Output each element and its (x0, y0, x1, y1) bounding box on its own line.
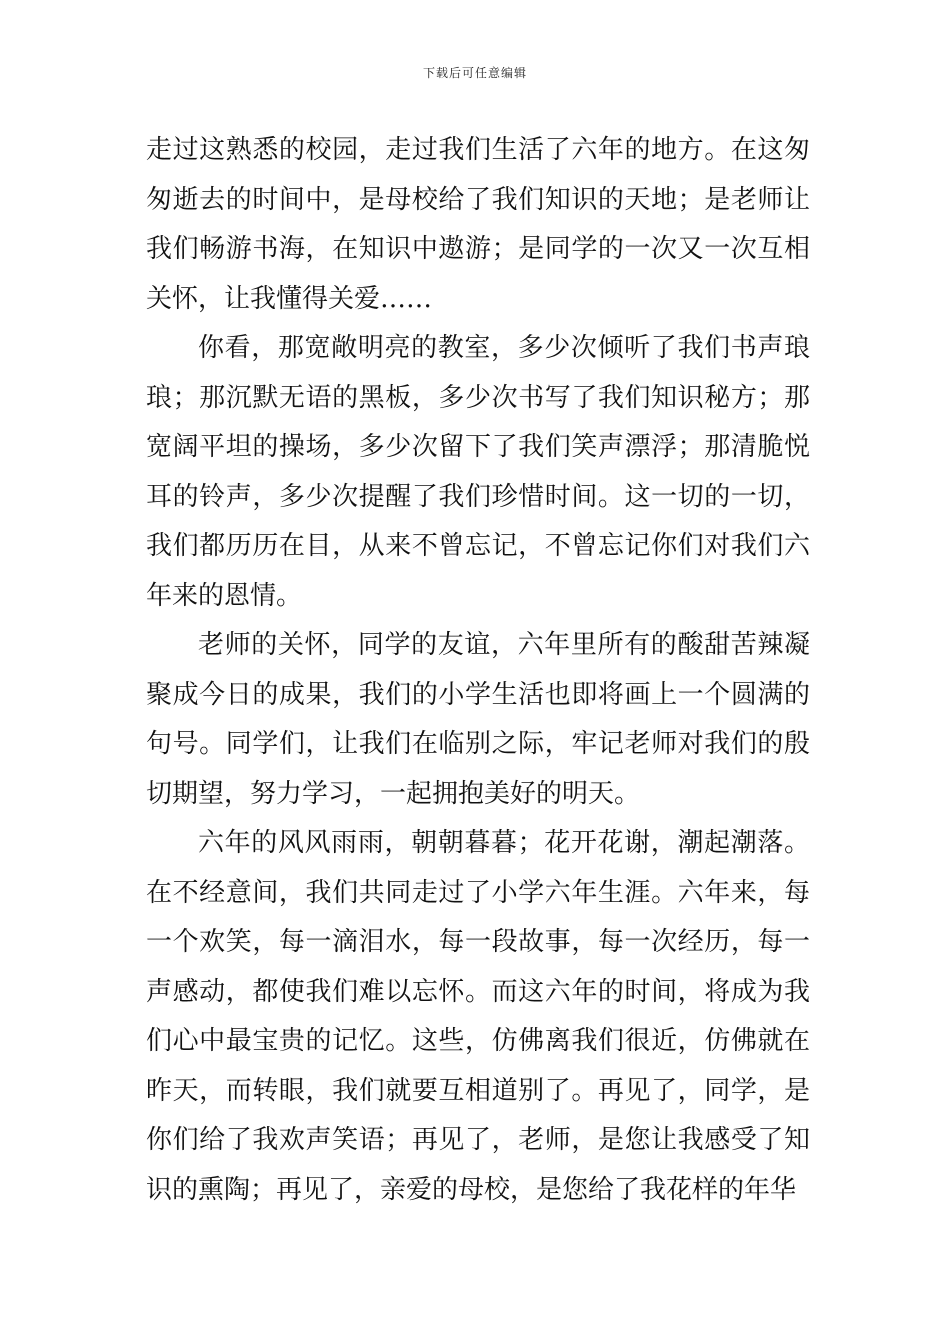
document-body (146, 126, 810, 1215)
page-header: 下载后可任意编辑 (422, 66, 527, 80)
paragraph-4: 六年的风风雨雨，朝朝暮暮；花开花谢，潮起潮落。在不经意间，我们共同走过了小学六年生涯。六年来，每一个欢笑，每一滴泪水，每一段故事，每一次经历，每一声感动，都使我们难以忘怀。而这六年的时间，将成为我们心中最宝贵的记忆。这些，仿佛离我们很近，仿佛就在昨天，而转眼，我们就要互相道别了。再见了，同学，是你们给了我欢声笑语；再见了，老师，是您让我感受了知识的熏陶；再见了，亲爱的母校，是您给了我花样的年华 (146, 828, 810, 1205)
paragraph-2: 你看，那宽敞明亮的教室，多少次倾听了我们书声琅琅；那沉默无语的黑板，多少次书写了我们知识秘方；那宽阔平坦的操场，多少次留下了我们笑声漂浮；那清脆悦耳的铃声，多少次提醒了我们珍惜时间。这一切的一切，我们都历历在目，从来不曾忘记，不曾忘记你们对我们六年来的恩情。 (146, 333, 810, 611)
paragraph-1: 走过这熟悉的校园，走过我们生活了六年的地方。在这匆匆逝去的时间中，是母校给了我们知识的天地；是老师让我们畅游书海，在知识中遨游；是同学的一次又一次互相关怀，让我懂得关爱…… (146, 135, 810, 314)
paragraph-3: 老师的关怀，同学的友谊，六年里所有的酸甜苦辣凝聚成今日的成果，我们的小学生活也即将画上一个圆满的句号。同学们，让我们在临别之际，牢记老师对我们的殷切期望，努力学习，一起拥抱美好的明天。 (146, 630, 810, 809)
